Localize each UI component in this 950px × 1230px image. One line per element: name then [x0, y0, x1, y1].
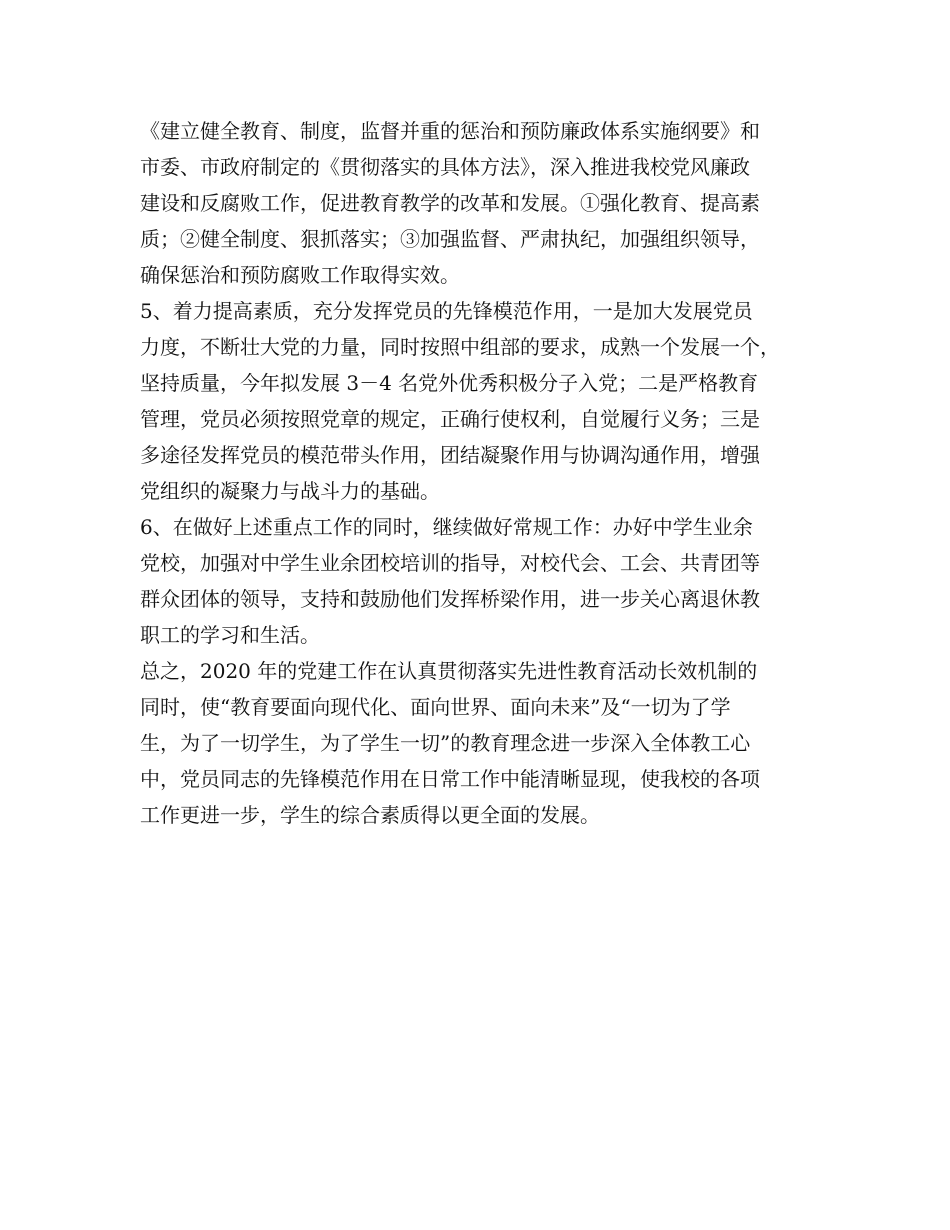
text-line: 群众团体的领导，支持和鼓励他们发挥桥梁作用，进一步关心离退休教	[140, 587, 760, 611]
text-line: 多途径发挥党员的模范带头作用，团结凝聚作用与协调沟通作用，增强	[140, 443, 760, 467]
text-line: 职工的学习和生活。	[140, 623, 320, 647]
text-line: 党组织的凝聚力与战斗力的基础。	[140, 479, 440, 503]
text-line: 确保惩治和预防腐败工作取得实效。	[140, 263, 460, 287]
text-line: 5、着力提高素质，充分发挥党员的先锋模范作用，一是加大发展党员	[140, 299, 753, 323]
text-line: 总之，2020 年的党建工作在认真贯彻落实先进性教育活动长效机制的	[140, 659, 758, 683]
text-line: 生，为了一切学生，为了学生一切”的教育理念进一步深入全体教工心	[140, 731, 751, 755]
text-line: 建设和反腐败工作，促进教育教学的改革和发展。①强化教育、提高素	[140, 191, 760, 215]
text-line: 中，党员同志的先锋模范作用在日常工作中能清晰显现，使我校的各项	[140, 767, 760, 791]
text-line: 坚持质量，今年拟发展 3－4 名党外优秀积极分子入党；二是严格教育	[140, 371, 759, 395]
text-line: 质；②健全制度、狠抓落实；③加强监督、严肃执纪，加强组织领导，	[140, 227, 760, 251]
text-line: 市委、市政府制定的《贯彻落实的具体方法》，深入推进我校党风廉政	[140, 155, 750, 179]
text-line: 管理，党员必须按照党章的规定，正确行使权利，自觉履行义务；三是	[140, 407, 760, 431]
text-line: 《建立健全教育、制度，监督并重的惩治和预防廉政体系实施纲要》和	[140, 119, 760, 143]
text-line: 党校，加强对中学生业余团校培训的指导，对校代会、工会、共青团等	[140, 551, 760, 575]
document-body	[140, 113, 830, 833]
text-line: 同时，使“教育要面向现代化、面向世界、面向未来”及“一切为了学	[140, 695, 731, 719]
text-line: 工作更进一步，学生的综合素质得以更全面的发展。	[140, 803, 600, 827]
text-line: 力度，不断壮大党的力量，同时按照中组部的要求，成熟一个发展一个，	[140, 335, 780, 359]
text-line: 6、在做好上述重点工作的同时，继续做好常规工作：办好中学生业余	[140, 515, 753, 539]
